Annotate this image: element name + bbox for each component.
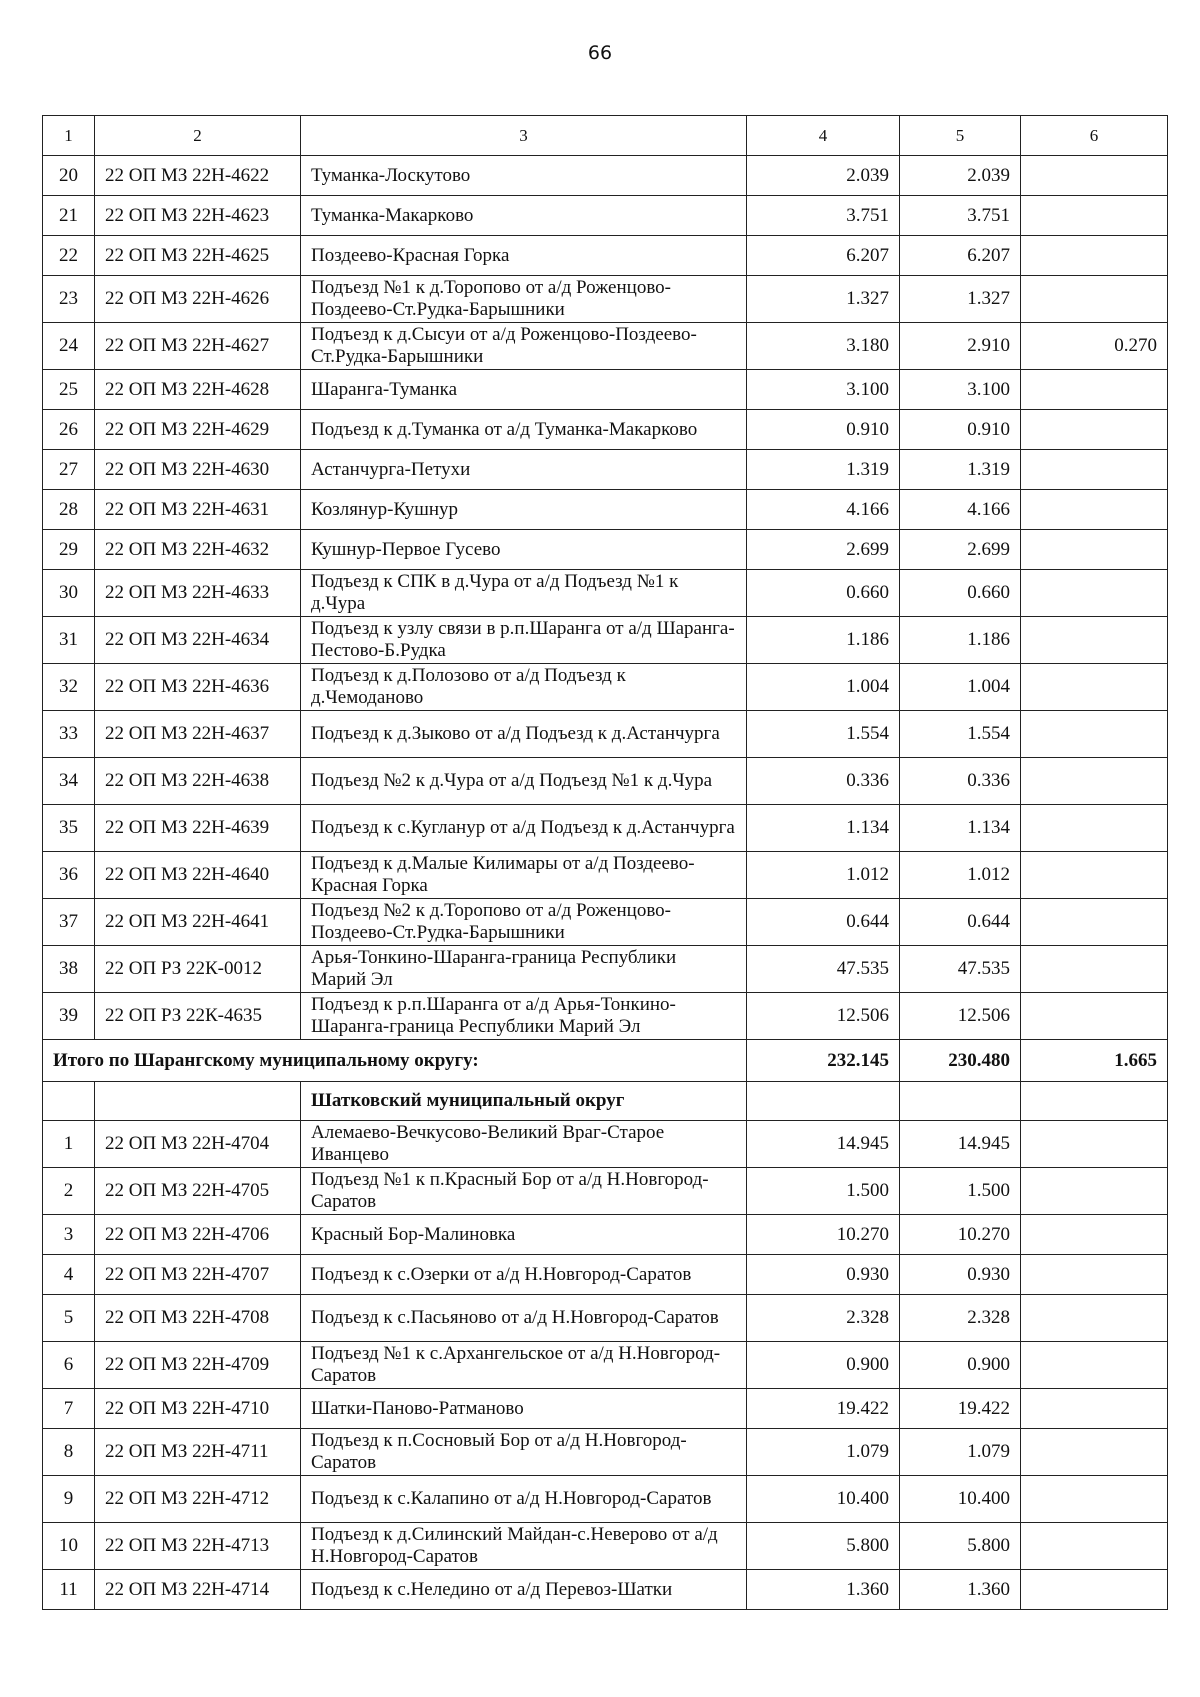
road-code: 22 ОП МЗ 22Н-4623 bbox=[95, 196, 301, 236]
road-code: 22 ОП МЗ 22Н-4713 bbox=[95, 1523, 301, 1570]
table-row bbox=[43, 758, 1168, 805]
road-code: 22 ОП МЗ 22Н-4633 bbox=[95, 570, 301, 617]
road-code: 22 ОП МЗ 22Н-4638 bbox=[95, 758, 301, 805]
length-col6 bbox=[1021, 1476, 1168, 1523]
road-code: 22 ОП МЗ 22Н-4704 bbox=[95, 1121, 301, 1168]
roads-table bbox=[42, 115, 1168, 1610]
length-col6 bbox=[1021, 758, 1168, 805]
length-col5: 0.910 bbox=[900, 410, 1021, 450]
empty-cell bbox=[900, 1082, 1021, 1121]
length-col5: 0.644 bbox=[900, 899, 1021, 946]
length-total: 1.319 bbox=[747, 450, 900, 490]
table-row bbox=[43, 711, 1168, 758]
length-col5: 1.186 bbox=[900, 617, 1021, 664]
length-total: 0.644 bbox=[747, 899, 900, 946]
subtotal-col4: 232.145 bbox=[747, 1040, 900, 1082]
table-row bbox=[43, 196, 1168, 236]
road-code: 22 ОП МЗ 22Н-4636 bbox=[95, 664, 301, 711]
table-row bbox=[43, 450, 1168, 490]
length-total: 6.207 bbox=[747, 236, 900, 276]
road-code: 22 ОП МЗ 22Н-4627 bbox=[95, 323, 301, 370]
road-code: 22 ОП МЗ 22Н-4634 bbox=[95, 617, 301, 664]
length-total: 3.751 bbox=[747, 196, 900, 236]
road-code: 22 ОП МЗ 22Н-4630 bbox=[95, 450, 301, 490]
length-total: 1.360 bbox=[747, 1570, 900, 1610]
header-cell: 3 bbox=[301, 116, 747, 156]
length-total: 5.800 bbox=[747, 1523, 900, 1570]
length-col5: 19.422 bbox=[900, 1389, 1021, 1429]
road-name: Подъезд к п.Сосновый Бор от а/д Н.Новгород-Саратов bbox=[301, 1429, 747, 1476]
length-col5: 4.166 bbox=[900, 490, 1021, 530]
road-code: 22 ОП МЗ 22Н-4714 bbox=[95, 1570, 301, 1610]
road-name: Подъезд к узлу связи в р.п.Шаранга от а/д Шаранга-Пестово-Б.Рудка bbox=[301, 617, 747, 664]
row-number: 8 bbox=[43, 1429, 95, 1476]
table-row bbox=[43, 1255, 1168, 1295]
length-total: 47.535 bbox=[747, 946, 900, 993]
road-name: Алемаево-Вечкусово-Великий Враг-Старое Иванцево bbox=[301, 1121, 747, 1168]
road-code: 22 ОП МЗ 22Н-4712 bbox=[95, 1476, 301, 1523]
table-row bbox=[43, 1523, 1168, 1570]
row-number: 28 bbox=[43, 490, 95, 530]
row-number: 29 bbox=[43, 530, 95, 570]
road-name: Козлянур-Кушнур bbox=[301, 490, 747, 530]
subtotal-label: Итого по Шарангскому муниципальному округу: bbox=[43, 1040, 747, 1082]
road-code: 22 ОП МЗ 22Н-4631 bbox=[95, 490, 301, 530]
length-col6 bbox=[1021, 805, 1168, 852]
length-col6 bbox=[1021, 196, 1168, 236]
subtotal-col6: 1.665 bbox=[1021, 1040, 1168, 1082]
length-col6: 0.270 bbox=[1021, 323, 1168, 370]
length-col6 bbox=[1021, 1429, 1168, 1476]
length-col5: 6.207 bbox=[900, 236, 1021, 276]
table-row bbox=[43, 490, 1168, 530]
length-col6 bbox=[1021, 530, 1168, 570]
road-name: Шатки-Паново-Ратманово bbox=[301, 1389, 747, 1429]
table-row bbox=[43, 156, 1168, 196]
length-col5: 1.134 bbox=[900, 805, 1021, 852]
length-col5: 14.945 bbox=[900, 1121, 1021, 1168]
row-number: 9 bbox=[43, 1476, 95, 1523]
road-name: Подъезд к с.Пасьяново от а/д Н.Новгород-Саратов bbox=[301, 1295, 747, 1342]
table-row bbox=[43, 1570, 1168, 1610]
length-col6 bbox=[1021, 1255, 1168, 1295]
length-total: 2.699 bbox=[747, 530, 900, 570]
road-name: Подъезд №1 к д.Торопово от а/д Роженцово-Поздеево-Ст.Рудка-Барышники bbox=[301, 276, 747, 323]
road-name: Туманка-Макарково bbox=[301, 196, 747, 236]
length-col6 bbox=[1021, 993, 1168, 1040]
subtotal-col5: 230.480 bbox=[900, 1040, 1021, 1082]
length-col6 bbox=[1021, 852, 1168, 899]
length-col6 bbox=[1021, 1389, 1168, 1429]
page-number: 66 bbox=[587, 42, 613, 64]
length-total: 3.100 bbox=[747, 370, 900, 410]
road-name: Кушнур-Первое Гусево bbox=[301, 530, 747, 570]
road-name: Подъезд к СПК в д.Чура от а/д Подъезд №1 к д.Чура bbox=[301, 570, 747, 617]
road-name: Подъезд к с.Озерки от а/д Н.Новгород-Саратов bbox=[301, 1255, 747, 1295]
length-col5: 0.660 bbox=[900, 570, 1021, 617]
table-row bbox=[43, 993, 1168, 1040]
road-code: 22 ОП МЗ 22Н-4628 bbox=[95, 370, 301, 410]
row-number: 6 bbox=[43, 1342, 95, 1389]
length-total: 10.270 bbox=[747, 1215, 900, 1255]
length-total: 0.930 bbox=[747, 1255, 900, 1295]
length-total: 4.166 bbox=[747, 490, 900, 530]
length-col6 bbox=[1021, 1342, 1168, 1389]
length-col6 bbox=[1021, 711, 1168, 758]
table-row bbox=[43, 805, 1168, 852]
length-col5: 47.535 bbox=[900, 946, 1021, 993]
table-row bbox=[43, 323, 1168, 370]
row-number: 24 bbox=[43, 323, 95, 370]
length-col6 bbox=[1021, 1215, 1168, 1255]
road-code: 22 ОП РЗ 22К-0012 bbox=[95, 946, 301, 993]
length-col6 bbox=[1021, 570, 1168, 617]
length-total: 0.910 bbox=[747, 410, 900, 450]
length-col5: 1.004 bbox=[900, 664, 1021, 711]
length-col6 bbox=[1021, 370, 1168, 410]
length-col6 bbox=[1021, 946, 1168, 993]
length-col6 bbox=[1021, 1121, 1168, 1168]
row-number: 2 bbox=[43, 1168, 95, 1215]
table-row bbox=[43, 276, 1168, 323]
length-total: 2.039 bbox=[747, 156, 900, 196]
table-row bbox=[43, 664, 1168, 711]
length-col6 bbox=[1021, 899, 1168, 946]
table-row bbox=[43, 570, 1168, 617]
row-number: 37 bbox=[43, 899, 95, 946]
length-col5: 12.506 bbox=[900, 993, 1021, 1040]
length-col6 bbox=[1021, 1295, 1168, 1342]
length-col6 bbox=[1021, 156, 1168, 196]
row-number: 10 bbox=[43, 1523, 95, 1570]
road-code: 22 ОП МЗ 22Н-4706 bbox=[95, 1215, 301, 1255]
length-col5: 1.360 bbox=[900, 1570, 1021, 1610]
header-cell: 5 bbox=[900, 116, 1021, 156]
row-number: 25 bbox=[43, 370, 95, 410]
road-code: 22 ОП МЗ 22Н-4641 bbox=[95, 899, 301, 946]
length-col5: 10.270 bbox=[900, 1215, 1021, 1255]
row-number: 36 bbox=[43, 852, 95, 899]
length-total: 0.336 bbox=[747, 758, 900, 805]
road-code: 22 ОП МЗ 22Н-4637 bbox=[95, 711, 301, 758]
road-code: 22 ОП МЗ 22Н-4710 bbox=[95, 1389, 301, 1429]
road-code: 22 ОП МЗ 22Н-4708 bbox=[95, 1295, 301, 1342]
table-row bbox=[43, 410, 1168, 450]
row-number: 5 bbox=[43, 1295, 95, 1342]
table-row bbox=[43, 236, 1168, 276]
length-total: 1.500 bbox=[747, 1168, 900, 1215]
length-total: 1.004 bbox=[747, 664, 900, 711]
length-col5: 0.900 bbox=[900, 1342, 1021, 1389]
length-total: 19.422 bbox=[747, 1389, 900, 1429]
table-row bbox=[43, 1121, 1168, 1168]
length-col6 bbox=[1021, 410, 1168, 450]
table-row bbox=[43, 852, 1168, 899]
length-col5: 0.930 bbox=[900, 1255, 1021, 1295]
length-col5: 1.079 bbox=[900, 1429, 1021, 1476]
length-col6 bbox=[1021, 1570, 1168, 1610]
road-name: Подъезд №2 к д.Чура от а/д Подъезд №1 к д.Чура bbox=[301, 758, 747, 805]
row-number: 30 bbox=[43, 570, 95, 617]
table-row bbox=[43, 1389, 1168, 1429]
length-col6 bbox=[1021, 664, 1168, 711]
road-code: 22 ОП МЗ 22Н-4625 bbox=[95, 236, 301, 276]
road-code: 22 ОП МЗ 22Н-4626 bbox=[95, 276, 301, 323]
length-col5: 2.910 bbox=[900, 323, 1021, 370]
length-col6 bbox=[1021, 1168, 1168, 1215]
header-cell: 4 bbox=[747, 116, 900, 156]
road-name: Подъезд к с.Кугланур от а/д Подъезд к д.Астанчурга bbox=[301, 805, 747, 852]
length-col5: 2.039 bbox=[900, 156, 1021, 196]
length-col5: 2.699 bbox=[900, 530, 1021, 570]
road-code: 22 ОП МЗ 22Н-4632 bbox=[95, 530, 301, 570]
row-number: 22 bbox=[43, 236, 95, 276]
table-row bbox=[43, 370, 1168, 410]
length-col6 bbox=[1021, 236, 1168, 276]
road-name: Подъезд к с.Калапино от а/д Н.Новгород-Саратов bbox=[301, 1476, 747, 1523]
row-number: 38 bbox=[43, 946, 95, 993]
section-header-row bbox=[43, 1082, 1168, 1121]
road-code: 22 ОП МЗ 22Н-4707 bbox=[95, 1255, 301, 1295]
road-code: 22 ОП МЗ 22Н-4639 bbox=[95, 805, 301, 852]
length-total: 14.945 bbox=[747, 1121, 900, 1168]
row-number: 20 bbox=[43, 156, 95, 196]
table-row bbox=[43, 530, 1168, 570]
length-col5: 3.100 bbox=[900, 370, 1021, 410]
length-col5: 1.012 bbox=[900, 852, 1021, 899]
length-col5: 3.751 bbox=[900, 196, 1021, 236]
road-name: Туманка-Лоскутово bbox=[301, 156, 747, 196]
road-name: Подъезд к д.Зыково от а/д Подъезд к д.Астанчурга bbox=[301, 711, 747, 758]
header-cell: 1 bbox=[43, 116, 95, 156]
road-name: Шаранга-Туманка bbox=[301, 370, 747, 410]
row-number: 39 bbox=[43, 993, 95, 1040]
header-cell: 6 bbox=[1021, 116, 1168, 156]
road-name: Подъезд к д.Сысуи от а/д Роженцово-Поздеево-Ст.Рудка-Барышники bbox=[301, 323, 747, 370]
length-col6 bbox=[1021, 490, 1168, 530]
length-col5: 0.336 bbox=[900, 758, 1021, 805]
length-total: 1.012 bbox=[747, 852, 900, 899]
length-total: 1.327 bbox=[747, 276, 900, 323]
row-number: 31 bbox=[43, 617, 95, 664]
road-name: Подъезд №1 к с.Архангельское от а/д Н.Новгород-Саратов bbox=[301, 1342, 747, 1389]
table-row bbox=[43, 1342, 1168, 1389]
row-number: 33 bbox=[43, 711, 95, 758]
road-code: 22 ОП МЗ 22Н-4622 bbox=[95, 156, 301, 196]
length-total: 12.506 bbox=[747, 993, 900, 1040]
road-code: 22 ОП РЗ 22К-4635 bbox=[95, 993, 301, 1040]
section-title: Шатковский муниципальный округ bbox=[301, 1082, 747, 1121]
length-col6 bbox=[1021, 617, 1168, 664]
length-total: 10.400 bbox=[747, 1476, 900, 1523]
road-name: Подъезд №2 к д.Торопово от а/д Роженцово-Поздеево-Ст.Рудка-Барышники bbox=[301, 899, 747, 946]
row-number: 21 bbox=[43, 196, 95, 236]
length-col6 bbox=[1021, 1523, 1168, 1570]
length-total: 1.134 bbox=[747, 805, 900, 852]
header-cell: 2 bbox=[95, 116, 301, 156]
row-number: 35 bbox=[43, 805, 95, 852]
road-name: Красный Бор-Малиновка bbox=[301, 1215, 747, 1255]
row-number: 11 bbox=[43, 1570, 95, 1610]
empty-cell bbox=[747, 1082, 900, 1121]
length-total: 1.079 bbox=[747, 1429, 900, 1476]
road-code: 22 ОП МЗ 22Н-4711 bbox=[95, 1429, 301, 1476]
road-code: 22 ОП МЗ 22Н-4640 bbox=[95, 852, 301, 899]
road-name: Подъезд к р.п.Шаранга от а/д Арья-Тонкино-Шаранга-граница Республики Марий Эл bbox=[301, 993, 747, 1040]
row-number: 34 bbox=[43, 758, 95, 805]
length-col5: 10.400 bbox=[900, 1476, 1021, 1523]
length-col6 bbox=[1021, 450, 1168, 490]
road-name: Подъезд к с.Неледино от а/д Перевоз-Шатки bbox=[301, 1570, 747, 1610]
length-total: 2.328 bbox=[747, 1295, 900, 1342]
row-number: 3 bbox=[43, 1215, 95, 1255]
empty-cell bbox=[95, 1082, 301, 1121]
road-name: Подъезд к д.Полозово от а/д Подъезд к д.Чемоданово bbox=[301, 664, 747, 711]
road-name: Подъезд к д.Силинский Майдан-с.Неверово от а/д Н.Новгород-Саратов bbox=[301, 1523, 747, 1570]
length-col5: 5.800 bbox=[900, 1523, 1021, 1570]
empty-cell bbox=[43, 1082, 95, 1121]
row-number: 4 bbox=[43, 1255, 95, 1295]
length-col5: 1.327 bbox=[900, 276, 1021, 323]
length-total: 0.900 bbox=[747, 1342, 900, 1389]
road-name: Подъезд к д.Туманка от а/д Туманка-Макарково bbox=[301, 410, 747, 450]
roads-table-body bbox=[43, 116, 1168, 1610]
row-number: 23 bbox=[43, 276, 95, 323]
table-row bbox=[43, 1476, 1168, 1523]
road-name: Арья-Тонкино-Шаранга-граница Республики Марий Эл bbox=[301, 946, 747, 993]
length-col5: 2.328 bbox=[900, 1295, 1021, 1342]
row-number: 32 bbox=[43, 664, 95, 711]
road-name: Подъезд к д.Малые Килимары от а/д Поздеево-Красная Горка bbox=[301, 852, 747, 899]
road-name: Поздеево-Красная Горка bbox=[301, 236, 747, 276]
table-row bbox=[43, 899, 1168, 946]
row-number: 7 bbox=[43, 1389, 95, 1429]
table-row bbox=[43, 946, 1168, 993]
length-col5: 1.554 bbox=[900, 711, 1021, 758]
length-total: 1.554 bbox=[747, 711, 900, 758]
length-col5: 1.500 bbox=[900, 1168, 1021, 1215]
length-total: 3.180 bbox=[747, 323, 900, 370]
empty-cell bbox=[1021, 1082, 1168, 1121]
road-name: Астанчурга-Петухи bbox=[301, 450, 747, 490]
row-number: 1 bbox=[43, 1121, 95, 1168]
table-row bbox=[43, 1215, 1168, 1255]
row-number: 26 bbox=[43, 410, 95, 450]
row-number: 27 bbox=[43, 450, 95, 490]
length-col6 bbox=[1021, 276, 1168, 323]
length-total: 1.186 bbox=[747, 617, 900, 664]
table-row bbox=[43, 617, 1168, 664]
road-name: Подъезд №1 к п.Красный Бор от а/д Н.Новгород-Саратов bbox=[301, 1168, 747, 1215]
length-total: 0.660 bbox=[747, 570, 900, 617]
subtotal-row bbox=[43, 1040, 1168, 1082]
table-row bbox=[43, 1429, 1168, 1476]
table-row bbox=[43, 1168, 1168, 1215]
road-code: 22 ОП МЗ 22Н-4629 bbox=[95, 410, 301, 450]
length-col5: 1.319 bbox=[900, 450, 1021, 490]
column-number-header-row bbox=[43, 116, 1168, 156]
road-code: 22 ОП МЗ 22Н-4705 bbox=[95, 1168, 301, 1215]
road-code: 22 ОП МЗ 22Н-4709 bbox=[95, 1342, 301, 1389]
table-row bbox=[43, 1295, 1168, 1342]
